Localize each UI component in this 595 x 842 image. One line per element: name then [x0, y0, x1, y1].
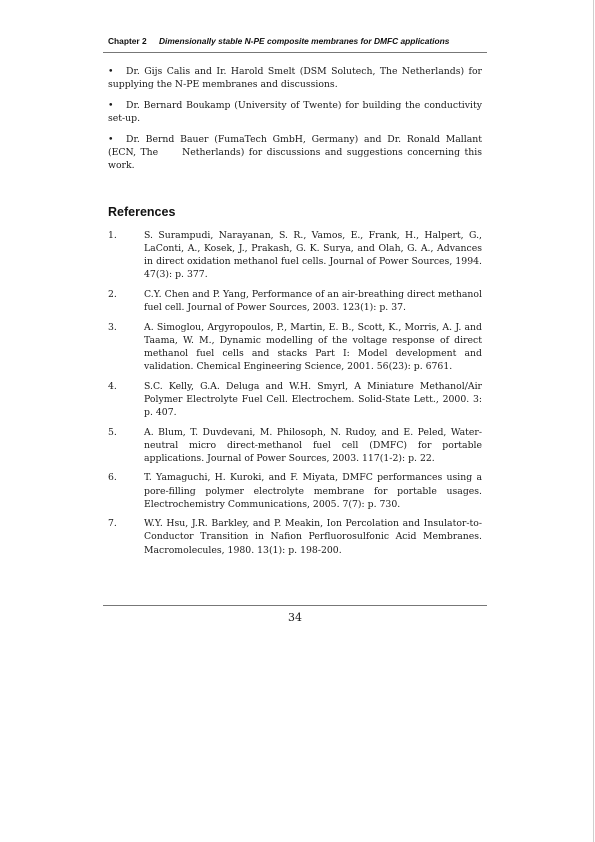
reference-list	[108, 229, 482, 563]
reference-number: 5.	[108, 426, 117, 438]
reference-number: 7.	[108, 518, 117, 530]
reference-number: 3.	[108, 321, 117, 333]
reference-text: A. Blum, T. Duvdevani, M. Philosoph, N. Rudoy, and E. Peled, Water-neutral micro direct-methanol fuel cell (DMFC) for portable applications. Journal of Power Sources, 2003. 117(1-2): p. 22.	[144, 426, 482, 464]
ack-item	[108, 65, 482, 92]
header-divider	[103, 52, 487, 53]
reference-number: 4.	[108, 380, 117, 392]
reference-item	[108, 321, 482, 373]
reference-text: T. Yamaguchi, H. Kuroki, and F. Miyata, DMFC performances using a pore-filling polymer electrolyte membrane for portable usages. Electrochemistry Communications, 2005. 7(7): p. 730.	[144, 472, 482, 510]
reference-number: 1.	[108, 230, 117, 241]
reference-text: S.C. Kelly, G.A. Deluga and W.H. Smyrl, A Miniature Methanol/Air Polymer Electrolyte Fuel Cell. Electrochem. Solid-State Lett., 2000. 3: p. 407.	[144, 380, 482, 418]
reference-item	[108, 229, 482, 281]
reference-text: C.Y. Chen and P. Yang, Performance of an air-breathing direct methanol fuel cell. Journal of Power Sources, 2003. 123(1): p. 37.	[144, 288, 482, 314]
page-edge	[593, 0, 594, 842]
bullet-icon: •	[108, 99, 114, 111]
ack-text: Dr. Gijs Calis and Ir. Harold Smelt (DSM Solutech, The Netherlands) for supplying the N-PE membranes and discussions.	[108, 66, 482, 91]
references-heading: References	[108, 205, 176, 219]
bullet-icon: •	[108, 66, 114, 77]
reference-item	[108, 288, 482, 314]
ack-text: Dr. Bernd Bauer (FumaTech GmbH, Germany) and Dr. Ronald Mallant (ECN, The	[108, 133, 482, 159]
reference-item	[108, 517, 482, 556]
ack-item	[108, 99, 482, 126]
reference-text: A. Simoglou, Argyropoulos, P., Martin, E. B., Scott, K., Morris, A. J. and Taama, W. M., Dynamic modelling of the voltage response of direct methanol fuel cells and stacks Part I: Model development and validation. Chemical Engineering Science, 2001. 56(23): p. 6761.	[144, 321, 482, 373]
reference-item	[108, 380, 482, 419]
running-header	[108, 36, 488, 46]
ack-text: Dr. Bernard Boukamp (University of Twente) for building the conductivity set-up.	[108, 99, 482, 125]
reference-number: 6.	[108, 472, 117, 484]
bullet-icon: •	[108, 133, 114, 145]
acknowledgements	[108, 65, 482, 180]
ack-text: Netherlands) for discussions and suggestions concerning this work.	[108, 147, 482, 172]
reference-item	[108, 426, 482, 465]
reference-number: 2.	[108, 288, 117, 300]
ack-item	[108, 133, 482, 173]
reference-text: W.Y. Hsu, J.R. Barkley, and P. Meakin, Ion Percolation and Insulator-to-Conductor Transition in Nafion Perfluorosulfonic Acid Membranes. Macromolecules, 1980. 13(1): p. 198-200.	[144, 518, 482, 556]
reference-item	[108, 471, 482, 510]
reference-text: S. Surampudi, Narayanan, S. R., Vamos, E., Frank, H., Halpert, G., LaConti, A., Kosek, J., Prakash, G. K. Surya, and Olah, G. A., Advances in direct oxidation methanol fuel cells. Journal of Power Sources, 1994. 47(3): p. 377.	[144, 230, 482, 281]
chapter-title: Dimensionally stable N-PE composite membranes for DMFC applications	[158, 36, 450, 46]
chapter-label: Chapter 2	[108, 36, 147, 46]
footer-divider	[103, 605, 487, 606]
page-number: 34	[288, 611, 302, 624]
